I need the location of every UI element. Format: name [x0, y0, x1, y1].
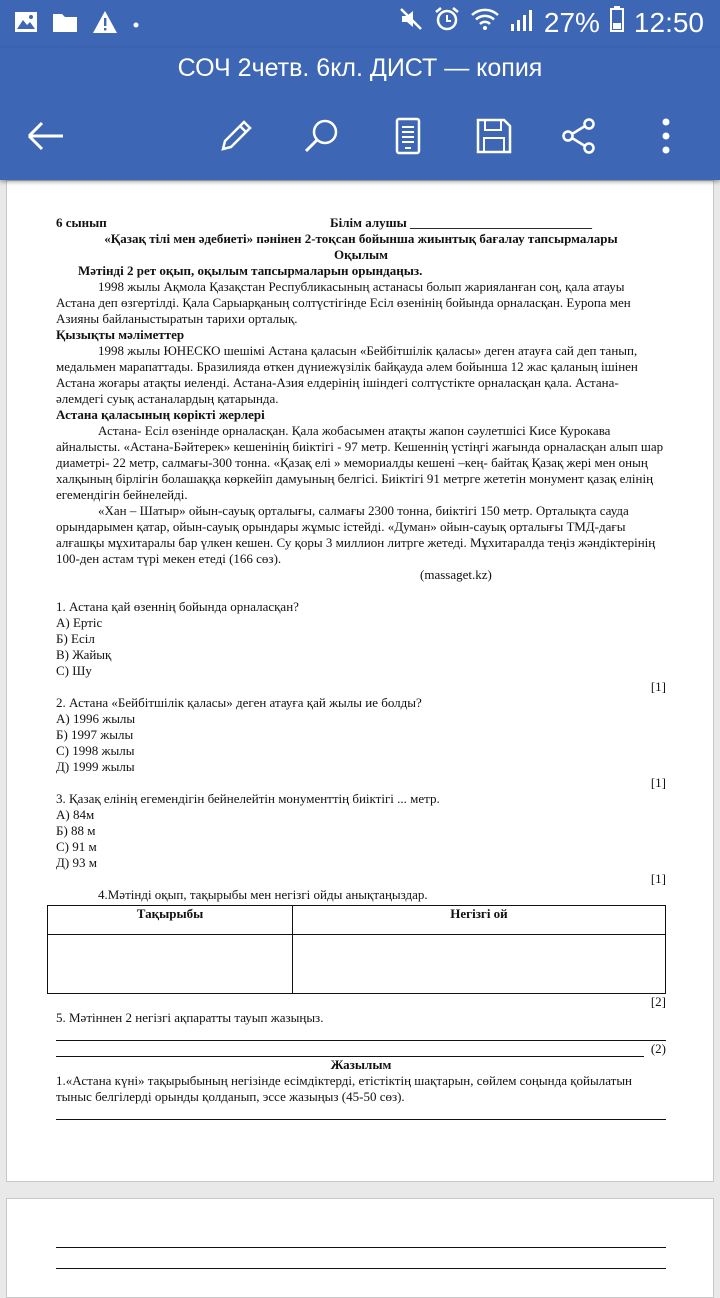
section-reading: Оқылым: [333, 247, 389, 262]
folder-icon: [52, 11, 78, 38]
answer-line: [56, 1105, 666, 1120]
table-cell-main-idea[interactable]: [293, 935, 666, 994]
battery-icon: [610, 6, 624, 39]
question-3-option: С) 91 м: [56, 839, 97, 854]
table-cell-topic[interactable]: [48, 935, 293, 994]
question-5: 5. Мәтіннен 2 негізгі ақпаратты тауып жазыңыз.: [56, 1010, 324, 1025]
table-header-topic: Тақырыбы: [48, 906, 293, 935]
writing-task-1: 1.«Астана күні» тақырыбының негізінде есімдіктерді, етістіктің шақтарын, сөйлем соңында қойылатын тыныс белгілерді орынды қолданып, эссе жазыңыз (45-50 сөз).: [56, 1073, 633, 1104]
answer-line: [56, 1042, 644, 1057]
alarm-icon: [434, 6, 460, 39]
paragraph-2: 1998 жылы ЮНЕСКО шешімі Астана қаласын «Бейбітшілік қаласы» деген атауға сай деп танып, медальмен марапаттады. Бразилияда өткен дүниежүзілік байқауда әлем бойынша 12 жас қаланың ішінен Астана жоғары атақты иеленді. Астана-Азия елдерінің ішіндегі солтүстікте орналасқан қала. Астана-әлемдегі суық астаналардың қатарында.: [56, 343, 638, 406]
document-title: СОЧ 2четв. 6кл. ДИСТ — копия: [177, 54, 543, 82]
battery-percent: 27%: [543, 6, 600, 38]
answer-line: [56, 1233, 666, 1248]
instruction: Мәтінді 2 рет оқып, оқылым тапсырмаларын орындаңыз.: [78, 263, 423, 278]
app-bar: [0, 48, 720, 180]
gallery-icon: [14, 11, 38, 38]
notification-dot-icon: [132, 16, 140, 34]
search-button[interactable]: [298, 114, 346, 162]
question-3-mark: [1]: [650, 871, 666, 886]
save-icon: [475, 117, 513, 160]
question-3: 3. Қазақ елінің егемендігін бейнелейтін монументтің биіктігі ... метр.: [56, 791, 440, 806]
status-bar: [0, 0, 720, 48]
answer-table: [47, 905, 666, 994]
answer-lines: [56, 1233, 666, 1269]
question-4: 4.Мәтінді оқып, тақырыбы мен негізгі ойды анықтаңыздар.: [98, 887, 428, 902]
back-button[interactable]: [22, 114, 70, 162]
warning-icon: [92, 10, 118, 39]
document-page[interactable]: [6, 180, 714, 1182]
table-header-main-idea: Негізгі ой: [293, 906, 666, 935]
question-1-option: В) Жайық: [56, 647, 112, 662]
clock-time: 12:50: [633, 6, 704, 38]
header-line: [56, 215, 666, 231]
search-icon: [303, 117, 341, 160]
reading-mode-icon: [393, 117, 423, 160]
source-citation: (massaget.kz): [420, 567, 492, 582]
question-2-option: С) 1998 жылы: [56, 743, 135, 758]
wifi-icon: [470, 6, 500, 39]
question-3-option: Б) 88 м: [56, 823, 96, 838]
share-icon: [560, 117, 598, 160]
exam-heading: «Қазақ тілі мен әдебиеті» пәнінен 2-тоқсан бойынша жиынтық бағалау тапсырмалары: [104, 231, 618, 246]
grade-label: 6 сынып: [56, 215, 107, 230]
mute-icon: [398, 6, 424, 39]
share-button[interactable]: [555, 114, 603, 162]
edit-pencil-icon: [217, 117, 255, 160]
question-1-mark: [1]: [650, 679, 666, 694]
question-2-mark: [1]: [650, 775, 666, 790]
section-writing: Жазылым: [330, 1057, 392, 1072]
more-options-button[interactable]: [642, 114, 690, 162]
back-arrow-icon: [26, 120, 66, 157]
question-5-mark: (2): [650, 1041, 666, 1056]
question-2-option: Б) 1997 жылы: [56, 727, 134, 742]
paragraph-4: «Хан – Шатыр» ойын-сауық орталығы, салмағы 2300 тонна, биіктігі 150 метр. Орталықта сауда орындарымен қатар, ойын-сауық орындары жұмыс істейді. «Думан» ойын-сауық орталығы ТМД-дағы алғашқы мұхитаралы бар үлкен кешен. Су қоры 3 миллион литрге жетеді. Мұхитаралда теңіз жәндіктерінің 100-ден астам түрі мекен етеді (166 сөз).: [56, 503, 656, 566]
reading-mode-button[interactable]: [384, 114, 432, 162]
document-body: [56, 215, 666, 1120]
question-1-option: С) Шу: [56, 663, 92, 678]
more-vertical-icon: [661, 117, 671, 160]
question-1-option: Б) Есіл: [56, 631, 95, 646]
answer-line-row: [56, 1041, 666, 1057]
question-4-mark: [2]: [650, 994, 666, 1009]
question-2-option: Д) 1999 жылы: [56, 759, 135, 774]
subheading-sights: Астана қаласының көрікті жерлері: [56, 407, 265, 422]
question-3-option: А) 84м: [56, 807, 95, 822]
paragraph-3: Астана- Есіл өзенінде орналасқан. Қала жобасымен атақты жапон сәулетшісі Кисе Курокава айналысты. «Астана-Бәйтерек» кешенінің биіктігі - 97 метр. Кешеннің үстіңгі жағында орналасқан алып шар диаметрі- 22 метр, салмағы-300 тонна. «Қазақ елі » мемориалды кешені –кең- байтақ Қазақ жері мен оның халқының бірлігін болашаққа көркейіп дамуының белгісі. Биіктігі 91 метрге жететін монумент қазақ елінің егемендігін бейнелейді.: [56, 423, 664, 502]
question-1-option: А) Ертіс: [56, 615, 103, 630]
question-3-option: Д) 93 м: [56, 855, 97, 870]
subheading-interesting-facts: Қызықты мәліметтер: [56, 327, 185, 342]
toolbar: [0, 106, 720, 166]
question-2-option: А) 1996 жылы: [56, 711, 136, 726]
answer-line: [56, 1026, 666, 1041]
document-page-2[interactable]: [6, 1198, 714, 1298]
question-2: 2. Астана «Бейбітшілік қаласы» деген атауға қай жылы ие болды?: [56, 695, 422, 710]
student-label: Білім алушы ____________________________: [330, 215, 592, 230]
save-button[interactable]: [470, 114, 518, 162]
answer-line: [56, 1254, 666, 1269]
signal-icon: [510, 7, 534, 39]
edit-button[interactable]: [212, 114, 260, 162]
paragraph-1: 1998 жылы Ақмола Қазақстан Республикасының астанасы болып жарияланған соң, қала атауы Астана деп өзгертілді. Қала Сарыарқаның солтүстігінде Есіл өзенінің бойында орналасқан. Еуропа мен Азияны байланыстыратын тарихи орталық.: [56, 279, 631, 326]
question-1: 1. Астана қай өзеннің бойында орналасқан?: [56, 599, 299, 614]
